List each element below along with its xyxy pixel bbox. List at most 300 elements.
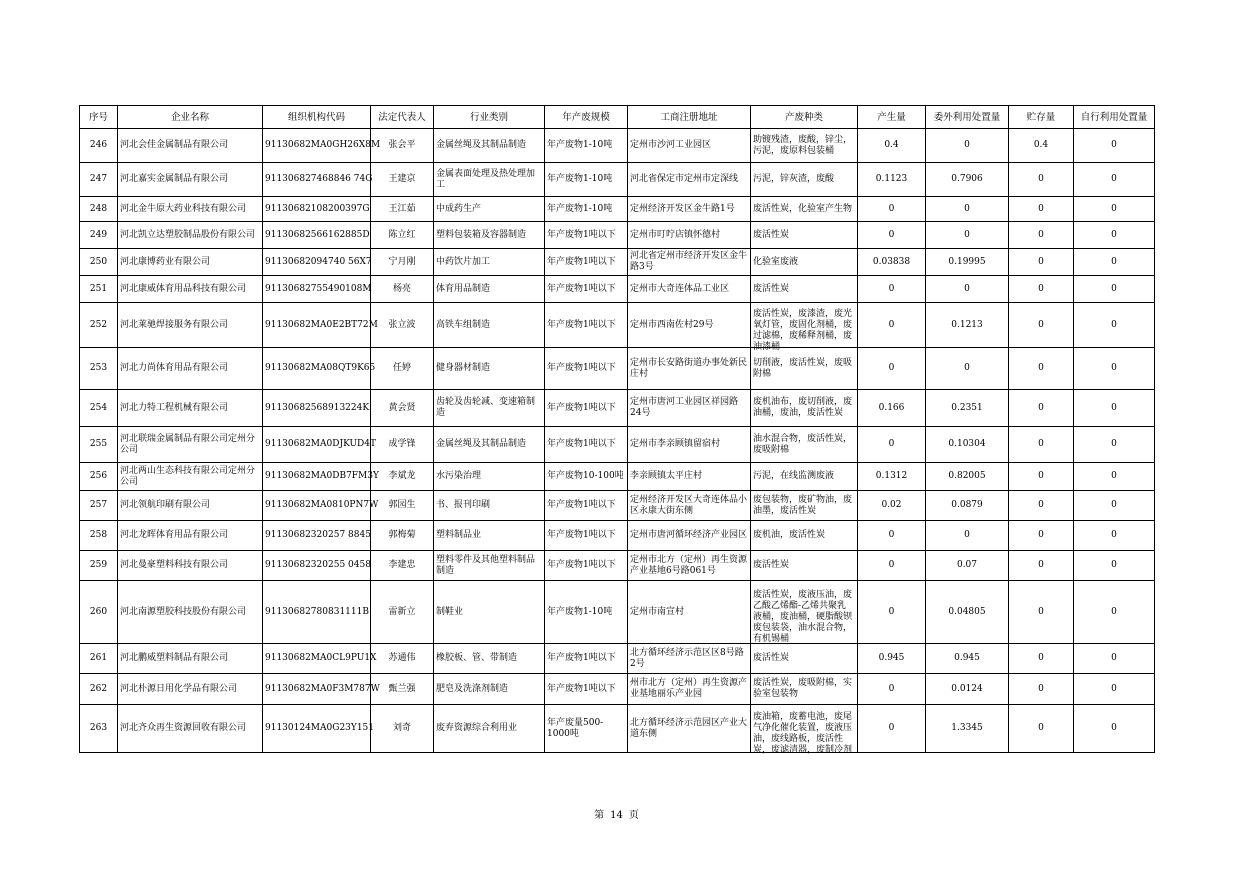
row-outsourced-text: 0.19995 (948, 256, 986, 267)
row-rep-text: 成学锋 (388, 439, 416, 449)
row-no (80, 705, 118, 753)
row-address-text: 河北省保定市定州市定深线 (630, 174, 739, 184)
row-scale-text: 年产废物1-10吨 (547, 606, 613, 617)
row-stored (1009, 705, 1074, 753)
row-scale (545, 521, 628, 551)
row-stored (1009, 644, 1074, 674)
row-stored-text: 0 (1038, 283, 1044, 294)
row-waste (751, 463, 858, 491)
header-waste: 产废种类 (751, 106, 858, 129)
row-produced (858, 674, 926, 705)
row-rep (371, 463, 434, 491)
row-address-text: 定州市叮咛店镇怀德村 (630, 229, 721, 240)
row-code (263, 551, 371, 581)
row-rep (371, 427, 434, 463)
row-scale-text: 年产废物1吨以下 (547, 560, 616, 570)
row-produced-text: 0.03838 (872, 256, 911, 267)
header-outsourced: 委外利用处置量 (926, 106, 1009, 129)
row-code-text: 91130682MA08QT9K65 (265, 363, 376, 373)
row-address (628, 463, 751, 491)
row-no (80, 129, 118, 163)
row-outsourced (926, 276, 1009, 303)
row-code (263, 303, 378, 348)
row-scale (545, 551, 628, 581)
row-code (263, 581, 371, 644)
row-self (1074, 276, 1155, 303)
row-name-text: 河北康博药业有限公司 (120, 256, 211, 267)
row-rep (371, 303, 434, 348)
table-row (80, 303, 1155, 348)
row-waste (751, 303, 858, 352)
row-name (118, 463, 263, 491)
row-rep (371, 644, 434, 674)
row-produced (858, 222, 926, 249)
row-address (628, 303, 751, 348)
row-scale (545, 348, 628, 390)
row-no-text: 254 (89, 402, 108, 413)
row-name (118, 674, 263, 705)
row-scale (545, 491, 628, 521)
row-outsourced-text: 0.82005 (948, 471, 986, 481)
header-no: 序号 (80, 106, 118, 129)
row-rep-text: 郭园生 (388, 500, 416, 510)
header-self: 自行利用处置量 (1074, 106, 1155, 129)
row-produced (858, 348, 926, 390)
row-address-text: 定州市北方（定州）再生资源产业基地6号路061号 (630, 554, 748, 576)
row-self-text: 0 (1111, 471, 1117, 481)
row-industry (434, 581, 545, 644)
row-industry-text: 废弃资源综合利用业 (436, 723, 518, 733)
row-rep (371, 249, 434, 276)
row-name (118, 551, 263, 581)
row-waste (751, 390, 858, 427)
row-code-text: 911306827468846 74G (265, 174, 373, 184)
row-outsourced-text: 0.04805 (948, 606, 986, 617)
row-name-text: 河北会佳金属制品有限公司 (120, 140, 229, 150)
row-name (118, 129, 263, 163)
row-outsourced (926, 644, 1009, 674)
row-name-text: 河北凯立达塑胶制品股份有限公司 (120, 229, 256, 240)
row-outsourced (926, 249, 1009, 276)
row-scale-text: 年产废物1-10吨 (547, 140, 613, 150)
row-name (118, 644, 263, 674)
row-scale-text: 年产废物1吨以下 (547, 500, 616, 510)
row-scale-text: 年产废物1-10吨 (547, 203, 613, 214)
row-self-text: 0 (1111, 363, 1117, 373)
row-code (263, 491, 379, 521)
row-waste-text: 废活性炭 (753, 229, 790, 240)
row-industry-text: 高铁车组制造 (436, 319, 491, 330)
row-name-text: 河北嘉实金属制品有限公司 (120, 174, 229, 184)
row-waste-text: 废活性炭，废液压油，废乙酸乙烯酯-乙烯共聚乳液桶，废油桶，硬脂酸钡废包装袋，油水混合物，有机锡桶 (753, 590, 853, 644)
row-address-text: 北方循环经济示范园区产业大道东侧 (630, 717, 748, 739)
row-waste-text: 切削液，废活性炭，废吸附棉 (753, 357, 853, 379)
row-address-text: 定州市西南佐村29号 (630, 319, 714, 330)
row-produced-text: 0.166 (878, 402, 905, 413)
row-name-text: 河北领航印刷有限公司 (120, 500, 211, 510)
table-row (80, 674, 1155, 705)
row-stored (1009, 197, 1074, 222)
row-no-text: 255 (89, 439, 108, 449)
row-outsourced-text: 0 (964, 229, 970, 240)
table-row (80, 644, 1155, 674)
row-rep-text: 宁月刚 (388, 256, 416, 267)
row-no (80, 390, 118, 427)
row-self-text: 0 (1111, 203, 1117, 214)
row-scale-text: 年产废物1吨以下 (547, 402, 616, 413)
row-produced (858, 463, 926, 491)
row-produced (858, 249, 926, 276)
row-outsourced (926, 197, 1009, 222)
row-stored (1009, 249, 1074, 276)
page-suffix: 页 (628, 810, 639, 821)
row-name (118, 705, 263, 753)
row-scale-text: 年产废物1吨以下 (547, 283, 616, 294)
row-industry-text: 塑料制品业 (436, 530, 482, 540)
row-outsourced (926, 551, 1009, 581)
row-waste-text: 废活性炭，化验室产生物 (753, 203, 853, 214)
row-industry-text: 肥皂及洗涤剂制造 (436, 683, 509, 694)
row-address-text: 定州市大奇连体品工业区 (630, 283, 730, 294)
row-produced (858, 551, 926, 581)
row-waste (751, 276, 858, 303)
row-rep-text: 李建忠 (388, 560, 416, 570)
row-name (118, 276, 263, 303)
row-rep (371, 163, 434, 197)
row-self (1074, 348, 1155, 390)
row-no (80, 348, 118, 390)
row-outsourced-text: 0.945 (954, 653, 980, 663)
row-industry (434, 303, 545, 348)
row-industry (434, 644, 545, 674)
row-outsourced (926, 390, 1009, 427)
row-produced-text: 0.1312 (875, 471, 908, 481)
row-rep (371, 276, 434, 303)
row-outsourced-text: 0.1213 (951, 319, 983, 330)
row-self (1074, 644, 1155, 674)
row-produced-text: 0 (888, 283, 895, 294)
row-produced-text: 0 (888, 203, 895, 214)
row-outsourced-text: 0.0879 (951, 500, 983, 510)
row-waste (751, 705, 858, 753)
row-name-text: 河北鹏威塑料制品有限公司 (120, 653, 229, 663)
row-address (628, 348, 751, 390)
table-body (80, 129, 1155, 753)
row-outsourced-text: 0 (964, 140, 970, 150)
row-name-text: 河北朴源日用化学品有限公司 (120, 683, 238, 694)
row-address (628, 644, 751, 674)
row-produced-text: 0 (888, 439, 895, 449)
row-no (80, 427, 118, 463)
row-scale (545, 644, 628, 674)
row-waste (751, 427, 858, 463)
row-self-text: 0 (1111, 174, 1117, 184)
row-industry (434, 129, 545, 163)
row-rep-text: 甄兰强 (388, 683, 416, 694)
row-industry (434, 491, 545, 521)
row-code-text: 91130682MA0DJKUD4T (265, 439, 377, 449)
row-address-text: 定州市长安路街道办事处新民庄村 (630, 357, 748, 379)
row-self-text: 0 (1111, 683, 1117, 694)
row-rep (371, 197, 434, 222)
row-scale-text: 年产废物1-10吨 (547, 174, 613, 184)
row-industry-text: 金属丝绳及其制品制造 (436, 439, 527, 449)
row-code (263, 644, 377, 674)
row-stored-text: 0 (1038, 203, 1044, 214)
row-outsourced (926, 303, 1009, 348)
row-no-text: 259 (89, 560, 108, 570)
row-waste-text: 废活性炭 (753, 560, 790, 570)
row-self (1074, 197, 1155, 222)
row-no (80, 581, 118, 644)
row-name (118, 390, 263, 427)
page-number: 14 (610, 810, 623, 821)
row-code (263, 348, 376, 390)
row-scale-text: 年产废物1吨以下 (547, 530, 616, 540)
row-name (118, 249, 263, 276)
row-self (1074, 674, 1155, 705)
row-scale (545, 222, 628, 249)
row-address (628, 249, 751, 276)
row-self-text: 0 (1111, 723, 1117, 733)
row-produced-text: 0 (888, 530, 895, 540)
row-stored-text: 0.4 (1033, 140, 1049, 150)
table-row (80, 521, 1155, 551)
row-stored (1009, 390, 1074, 427)
row-scale (545, 705, 628, 753)
row-no (80, 222, 118, 249)
row-code (263, 674, 380, 705)
row-produced-text: 0.945 (878, 653, 905, 663)
row-address (628, 491, 751, 521)
row-produced-text: 0.1123 (875, 174, 908, 184)
row-stored (1009, 491, 1074, 521)
row-produced (858, 390, 926, 427)
row-code (263, 129, 381, 163)
row-industry (434, 249, 545, 276)
row-waste (751, 197, 858, 222)
table-row (80, 463, 1155, 491)
header-stored: 贮存量 (1009, 106, 1074, 129)
row-outsourced (926, 163, 1009, 197)
row-scale (545, 129, 628, 163)
row-code (263, 163, 371, 197)
row-code-text: 91130682MA0E2BT72M (265, 319, 378, 330)
row-name-text: 河北康威体育用品科技有限公司 (120, 283, 247, 294)
table-row (80, 581, 1155, 644)
row-no-text: 261 (89, 653, 108, 663)
row-outsourced (926, 463, 1009, 491)
row-waste (751, 163, 858, 197)
row-outsourced (926, 427, 1009, 463)
row-rep (371, 348, 434, 390)
row-address (628, 427, 751, 463)
row-name (118, 348, 263, 390)
row-industry (434, 705, 545, 753)
row-name (118, 427, 263, 463)
header-scale: 年产废规模 (545, 106, 628, 129)
row-code (263, 427, 377, 463)
page-footer (0, 806, 1233, 821)
row-scale (545, 581, 628, 644)
row-waste-text: 废油箱，废蓄电池，废尾气净化催化装置，废液压油，废线路板，废活性炭，废滤清器，废制冷剂 (753, 712, 853, 755)
row-produced (858, 197, 926, 222)
row-rep-text: 王建京 (388, 174, 416, 184)
row-no (80, 551, 118, 581)
row-self-text: 0 (1111, 530, 1117, 540)
row-code (263, 197, 371, 222)
row-self-text: 0 (1111, 229, 1117, 240)
row-stored (1009, 521, 1074, 551)
row-no (80, 521, 118, 551)
row-rep (371, 491, 434, 521)
row-self-text: 0 (1111, 500, 1117, 510)
row-produced (858, 129, 926, 163)
row-stored (1009, 551, 1074, 581)
row-outsourced-text: 0 (964, 363, 970, 373)
row-self (1074, 249, 1155, 276)
row-rep (371, 551, 434, 581)
row-waste-text: 废活性炭，废吸附棉，实验室包装物 (753, 678, 853, 699)
row-address-text: 定州市李亲顾镇留宿村 (630, 439, 721, 449)
row-name-text: 河北联瑞金属制品有限公司定州分公司 (120, 433, 256, 455)
row-waste-text: 油水混合物，废活性炭，废吸附棉 (753, 433, 853, 455)
row-address-text: 定州市唐河循环经济产业园区 (630, 530, 748, 540)
row-stored-text: 0 (1038, 653, 1044, 663)
row-name (118, 521, 263, 551)
table-row (80, 197, 1155, 222)
row-industry (434, 390, 545, 427)
row-stored (1009, 674, 1074, 705)
row-address (628, 521, 751, 551)
row-waste (751, 644, 858, 674)
table-row (80, 249, 1155, 276)
row-produced-text: 0 (888, 723, 895, 733)
row-scale-text: 年产废物1吨以下 (547, 319, 616, 330)
row-no (80, 197, 118, 222)
row-waste-text: 助镀残渣，废酸，锌尘，污泥，废原料包装桶 (753, 134, 853, 156)
row-scale-text: 年产废物1吨以下 (547, 653, 616, 663)
row-outsourced-text: 0.07 (956, 560, 978, 570)
row-name (118, 303, 263, 348)
row-no (80, 674, 118, 705)
row-self (1074, 222, 1155, 249)
table-row (80, 222, 1155, 249)
row-stored-text: 0 (1038, 560, 1044, 570)
row-self (1074, 551, 1155, 581)
row-code (263, 276, 371, 303)
row-no (80, 644, 118, 674)
row-waste-text: 废活性炭 (753, 283, 790, 294)
row-produced-text: 0 (888, 606, 895, 617)
row-industry-text: 中成药生产 (436, 203, 482, 214)
row-stored-text: 0 (1038, 606, 1044, 617)
row-stored-text: 0 (1038, 229, 1044, 240)
row-code-text: 91130124MA0G23Y151 (265, 723, 375, 733)
row-name-text: 河北曼豪塑料科技有限公司 (120, 560, 229, 570)
row-address (628, 390, 751, 427)
row-name (118, 581, 263, 644)
row-address (628, 581, 751, 644)
row-rep-text: 王江茹 (388, 203, 416, 214)
row-stored-text: 0 (1038, 363, 1044, 373)
row-waste-text: 污泥，锌灰渣，废酸 (753, 174, 835, 184)
table-row (80, 427, 1155, 463)
row-waste-text: 废机油，废活性炭 (753, 530, 826, 540)
row-industry (434, 348, 545, 390)
row-code-text: 91130682MA0F3M787W (265, 683, 380, 694)
row-name-text: 河北两山生态科技有限公司定州分公司 (120, 465, 256, 487)
row-name (118, 163, 263, 197)
row-scale-text: 年产废量500-1000吨 (547, 717, 604, 739)
row-no-text: 263 (89, 723, 108, 733)
row-self-text: 0 (1111, 560, 1117, 570)
row-no-text: 251 (89, 283, 108, 294)
table-header-row (80, 106, 1155, 129)
row-industry (434, 463, 545, 491)
row-no-text: 262 (89, 683, 108, 694)
row-self-text: 0 (1111, 653, 1117, 663)
row-outsourced-text: 0.7906 (951, 174, 983, 184)
row-self (1074, 705, 1155, 753)
header-code: 组织机构代码 (263, 106, 371, 129)
row-rep-text: 张会平 (388, 140, 416, 150)
row-stored (1009, 222, 1074, 249)
row-produced-text: 0 (888, 560, 895, 570)
row-outsourced (926, 129, 1009, 163)
row-rep-text: 黄会贤 (388, 402, 416, 413)
row-stored (1009, 303, 1074, 348)
row-industry-text: 金属表面处理及热处理加工 (436, 168, 536, 190)
row-name-text: 河北莱驰焊接服务有限公司 (120, 319, 229, 330)
row-self-text: 0 (1111, 606, 1117, 617)
row-industry (434, 222, 545, 249)
row-waste-text: 废机油布，废切削液，废油桶，废油，废活性炭 (753, 397, 853, 418)
row-address (628, 163, 751, 197)
row-industry (434, 521, 545, 551)
row-code-text: 91130682094740 56X7 (265, 256, 372, 267)
row-no-text: 253 (89, 363, 108, 373)
row-code-text: 91130682320257 8845 (265, 530, 371, 540)
row-scale (545, 276, 628, 303)
row-self (1074, 427, 1155, 463)
row-scale (545, 390, 628, 427)
row-industry-text: 橡胶板、管、带制造 (436, 653, 518, 663)
row-name-text: 河北南源塑胶科技股份有限公司 (120, 606, 247, 617)
row-rep-text: 雷新立 (388, 606, 416, 617)
row-no-text: 258 (89, 530, 108, 540)
row-produced (858, 644, 926, 674)
table-row (80, 163, 1155, 197)
row-stored-text: 0 (1038, 683, 1044, 694)
row-outsourced (926, 521, 1009, 551)
row-produced-text: 0.4 (884, 140, 899, 150)
row-no-text: 252 (89, 319, 108, 330)
row-stored-text: 0 (1038, 174, 1044, 184)
row-address-text: 定州市沙河工业园区 (630, 140, 712, 150)
row-stored (1009, 348, 1074, 390)
row-waste (751, 551, 858, 581)
header-name: 企业名称 (118, 106, 263, 129)
row-outsourced (926, 222, 1009, 249)
row-address (628, 551, 751, 581)
row-scale (545, 674, 628, 705)
row-produced (858, 521, 926, 551)
row-code-text: 91130682MA0CL9PU1X (265, 653, 377, 663)
row-no-text: 248 (89, 203, 108, 214)
row-self (1074, 521, 1155, 551)
row-rep-text: 张立波 (388, 319, 416, 330)
